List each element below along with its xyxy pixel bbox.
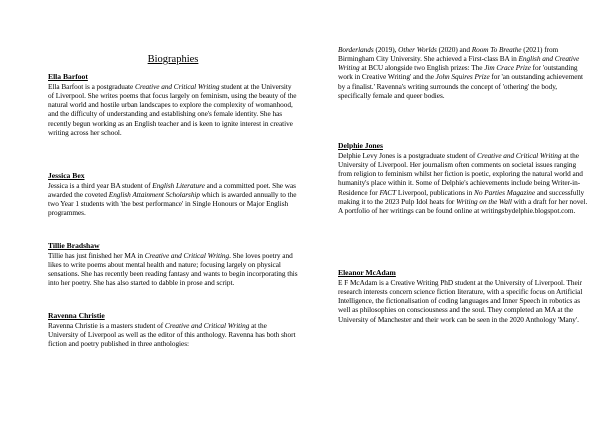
bio-ravenna-christie [48,311,298,348]
bio-text: E F McAdam is a Creative Writing PhD student at the University of Liverpool. Their research interests concern science fiction literature, with a specific focus on Artificial Intelligence, the fictionalisation of coding languages and Inner Speech in robotics as well as philosophies on consciousness and the soul. They completed an MA at the University of Manchester and their work can be seen in the 2020 Anthology 'Many'. [338,278,583,324]
bio-ella-barfoot [48,72,298,137]
bio-name: Ella Barfoot [48,72,88,81]
bio-eleanor-mcadam [338,268,588,324]
bio-text: Jessica is a third year BA student of English Literature and a committed poet. She was awarded the coveted English Attainment Scholarship which is awarded annually to the two Year 1 students with 'the best performance' in Single Honours or Major English programmes. [48,181,297,218]
bio-text: Ravenna Christie is a masters student of Creative and Critical Writing at the University of Liverpool as well as the editor of this anthology. Ravenna has both short fiction and poetry published in three anthologies: [48,321,296,349]
page-title: Biographies [147,54,199,65]
bio-name: Ravenna Christie [48,311,105,320]
bio-ravenna-christie-continued [338,45,588,100]
bio-text: Tillie has just finished her MA in Creative and Critical Writing. She loves poetry and likes to write poems about mental health and nature; focusing largely on physical sensations. She has recently been reading fantasy and wants to begin incorporating this into her poetry. She has also started to dabble in prose and script. [48,251,298,288]
bio-text: Delphie Levy Jones is a postgraduate student of Creative and Critical Writing at the University of Liverpool. Her journalism often comments on societal issues ranging from religion to feminism whilst her fiction is poetic, exploring the natural world and humanity's place within it. Some of Delphie's achievements include being Writer-in-Residence for FACT Liverpool, publications in No Parties Magazine and successfully making it to the 2023 Pulp Idol heats for Writing on the Wall with a draft for her novel. A portfolio of her writings can be found online at writingsbydelphie.blogspot.com. [338,151,588,215]
bio-tillie-bradshaw [48,241,298,288]
bio-name: Tillie Bradshaw [48,241,100,250]
bio-name: Jessica Bex [48,171,85,180]
bio-text: Borderlands (2019), Other Worlds (2020) and Room To Breathe (2021) from Birmingham City University. She achieved a First-class BA in English and Creative Writing at BCU alongside two English prizes: The Jim Crace Prize for 'outstanding work in Creative Writing' and the John Squires Prize for 'an outstanding achievement by a finalist.' Ravenna's writing surrounds the concept of 'othering' the body, specifically female and queer bodies. [338,45,583,100]
bio-delphie-jones [338,141,588,215]
bio-name: Delphie Jones [338,141,383,150]
bio-name: Eleanor McAdam [338,268,396,277]
bio-jessica-bex [48,171,298,218]
bio-text: Ella Barfoot is a postgraduate Creative and Critical Writing student at the University of Liverpool. She writes poems that focus largely on feminism, using the beauty of the natural world and hostile urban landscapes to explore the complexity of womanhood, and the difficulty of understanding and establishing one's female identity. She has recently begun working as an English teacher and is keen to ignite interest in creative writing across her school. [48,82,297,137]
